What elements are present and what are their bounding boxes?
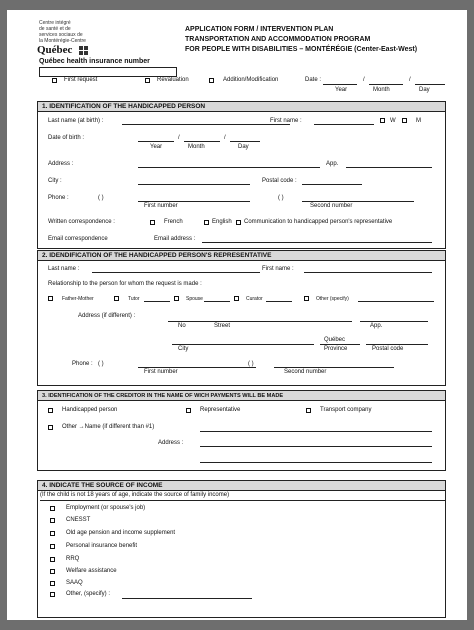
section-2-header: 2. IDENDIFICATION OF THE HANDICAPPED PERSON'S REPRESENTATIVE [38, 251, 445, 261]
s2-street-caption: Street [214, 323, 231, 329]
s1-phone-1-area: ( ) [98, 195, 104, 201]
section-3-header: 3. IDENTIFICATION OF THE CREDITOR IN THE NAME OF WICH PAYMENTS WILL BE MADE [38, 391, 445, 401]
s1-dob-day[interactable] [230, 141, 260, 142]
section-1-header: 1. IDENTIFICATION OF THE HANDICAPPED PERSON [38, 102, 445, 112]
s1-dob-year-caption: Year [150, 144, 163, 150]
revaluation-label: Revaluation [157, 77, 189, 83]
s1-phone-1-input[interactable] [138, 201, 250, 202]
s2-postal-caption: Postal code [372, 346, 404, 352]
s2-phone-2-area: ( ) [248, 361, 254, 367]
s4-item-label-2: Old age pension and income supplement [66, 530, 176, 536]
s1-second-number-caption: Second number [310, 203, 353, 209]
s2-province-caption: Province [324, 346, 348, 352]
s1-last-name-input[interactable] [122, 124, 290, 125]
s2-province-input[interactable] [320, 344, 360, 345]
s2-postal-input[interactable] [366, 344, 428, 345]
s4-item-label-7: Other, (specify) : [66, 591, 111, 597]
fleur-de-lis-icon [79, 46, 89, 55]
logo-line-3: services sociaux de [39, 32, 83, 38]
s3-representative-label: Representative [200, 407, 241, 413]
s2-tutor-checkbox[interactable] [114, 296, 119, 301]
section-2 [37, 250, 446, 386]
request-year-field[interactable] [323, 84, 357, 85]
form-title-2: TRANSPORTATION AND ACCOMMODATION PROGRAM [185, 36, 371, 43]
s2-phone-1-area: ( ) [98, 361, 104, 367]
s1-phone-2-input[interactable] [302, 201, 414, 202]
addition-checkbox[interactable] [209, 78, 214, 83]
s1-email-corr-label: Email correspondence [48, 236, 108, 242]
s1-dob-month-caption: Month [188, 144, 205, 150]
s2-address-label: Address (if different) : [78, 313, 136, 319]
s1-postal-label: Postal code : [262, 178, 297, 184]
s2-spouse-checkbox[interactable] [174, 296, 179, 301]
s3-other-label: Other →Name (if different than #1) [62, 424, 155, 430]
s2-last-name-input[interactable] [92, 272, 260, 273]
form-page [7, 10, 467, 620]
s3-other-name-input[interactable] [200, 431, 432, 432]
s2-other-label: Other (specify) [316, 296, 349, 302]
s2-city-input[interactable] [172, 344, 314, 345]
s1-postal-input[interactable] [302, 184, 362, 185]
s1-dob-slash-2: / [224, 135, 226, 141]
s2-relationship-label: Relationship to the person for whom the request is made : [48, 281, 202, 287]
s2-last-name-label: Last name : [48, 266, 80, 272]
s2-address-street-input[interactable] [172, 321, 352, 322]
s4-item-label-0: Employment (or spouse's job) [66, 505, 146, 511]
s1-w-label: W [390, 118, 396, 124]
s4-item-checkbox-2[interactable] [50, 531, 55, 536]
s2-first-name-label: First name : [262, 266, 294, 272]
s1-first-number-caption: First number [144, 203, 178, 209]
s1-dob-label: Date of birth : [48, 135, 85, 141]
s3-transport-label: Transport company [320, 407, 372, 413]
s1-m-label: M [416, 118, 421, 124]
s2-app-caption: App. [370, 323, 383, 329]
s4-note: (If the child is not 18 years of age, indicate the source of family income) [40, 492, 445, 501]
s1-app-input[interactable] [346, 167, 432, 168]
s4-item-checkbox-4[interactable] [50, 557, 55, 562]
s1-written-label: Written correspondence : [48, 219, 115, 225]
s1-dob-slash-1: / [178, 135, 180, 141]
s2-curator-line [266, 301, 292, 302]
first-request-checkbox[interactable] [52, 78, 57, 83]
s1-phone-2-area: ( ) [278, 195, 284, 201]
s1-last-name-label: Last name (at birth) : [48, 118, 104, 124]
s1-address-input[interactable] [138, 167, 320, 168]
form-title-1: APPLICATION FORM / INTERVENTION PLAN [185, 26, 334, 33]
s2-no-caption: No [178, 323, 186, 329]
s1-address-label: Address : [48, 161, 74, 167]
s2-father-mother-label: Father-Mother [62, 296, 94, 302]
s1-english-checkbox[interactable] [204, 220, 209, 225]
logo-line-2: de santé et de [39, 26, 71, 32]
logo-line-1: Centre intégré [39, 20, 71, 26]
s1-city-label: City : [48, 178, 62, 184]
section-1 [37, 101, 446, 249]
s2-spouse-label: Spouse [186, 296, 203, 302]
logo-line-4: la Montérégie-Centre [39, 38, 86, 44]
s3-handicapped-label: Handicapped person [62, 407, 118, 413]
s1-french-checkbox[interactable] [150, 220, 155, 225]
s1-communication-checkbox[interactable] [236, 220, 241, 225]
revaluation-checkbox[interactable] [145, 78, 150, 83]
day-caption: Day [419, 87, 430, 93]
addition-label: Addition/Modification [223, 77, 279, 83]
s3-transport-checkbox[interactable] [306, 408, 311, 413]
s4-item-checkbox-1[interactable] [50, 518, 55, 523]
s1-m-checkbox[interactable] [402, 118, 407, 123]
s4-item-label-6: SAAQ [66, 580, 83, 586]
s2-address-app-input[interactable] [360, 321, 428, 322]
date-label: Date : [305, 77, 322, 83]
s2-father-mother-checkbox[interactable] [48, 296, 53, 301]
s1-phone-label: Phone : [48, 195, 69, 201]
s1-dob-month[interactable] [184, 141, 220, 142]
s2-tutor-label: Tutor [128, 296, 140, 302]
health-insurance-input[interactable] [39, 67, 177, 77]
s2-phone-2-input[interactable] [274, 367, 394, 368]
s2-phone-1-input[interactable] [138, 367, 256, 368]
s1-city-input[interactable] [138, 184, 250, 185]
s2-first-number-caption: First number [144, 369, 178, 375]
s1-email-addr-label: Email address : [154, 236, 196, 242]
s4-item-label-1: CNESST [66, 517, 91, 523]
s2-spouse-line [204, 301, 230, 302]
s2-curator-label: Curator [246, 296, 263, 302]
s2-other-input[interactable] [358, 301, 434, 302]
section-3 [37, 390, 446, 471]
health-insurance-label: Québec health insurance number [39, 58, 150, 65]
request-day-field[interactable] [415, 84, 445, 85]
s4-item-checkbox-7[interactable] [50, 592, 55, 597]
s1-english-label: English [212, 219, 232, 225]
s1-email-input[interactable] [202, 242, 432, 243]
form-title-3: FOR PEOPLE WITH DISABILITIES – MONTÉRÉGIE (Center-East-West) [185, 46, 418, 53]
s2-phone-label: Phone : [72, 361, 93, 367]
s1-communication-label: Communication to handicapped person's representative [244, 219, 393, 225]
s4-item-checkbox-0[interactable] [50, 506, 55, 511]
s2-first-name-input[interactable] [304, 272, 432, 273]
section-4-header: 4. INDICATE THE SOURCE OF INCOME [38, 481, 445, 491]
section-4 [37, 480, 446, 618]
s1-first-name-label: First name : [270, 118, 302, 124]
s2-curator-checkbox[interactable] [234, 296, 239, 301]
s1-first-name-input[interactable] [314, 124, 374, 125]
s4-other-input[interactable] [122, 598, 252, 599]
s4-item-checkbox-3[interactable] [50, 544, 55, 549]
s1-app-label: App. [326, 161, 339, 167]
s4-item-label-5: Welfare assistance [66, 568, 117, 574]
year-caption: Year [335, 87, 348, 93]
quebec-logo: Québec [37, 44, 73, 56]
month-caption: Month [373, 87, 390, 93]
first-request-label: First request [64, 77, 98, 83]
date-slash-1: / [363, 77, 365, 83]
s3-address-label: Address : [158, 440, 184, 446]
s1-dob-year[interactable] [138, 141, 174, 142]
s3-handicapped-checkbox[interactable] [48, 408, 53, 413]
s1-french-label: French [164, 219, 183, 225]
s2-quebec-value: Québec [324, 337, 346, 343]
s1-w-checkbox[interactable] [380, 118, 385, 123]
s4-item-checkbox-5[interactable] [50, 569, 55, 574]
date-slash-2: / [409, 77, 411, 83]
s4-item-label-4: RRQ [66, 556, 80, 562]
s1-dob-day-caption: Day [238, 144, 249, 150]
request-month-field[interactable] [369, 84, 403, 85]
s3-address-input-1[interactable] [200, 446, 432, 447]
s3-address-input-2[interactable] [200, 462, 432, 463]
s4-item-checkbox-6[interactable] [50, 581, 55, 586]
s2-other-checkbox[interactable] [304, 296, 309, 301]
s2-tutor-line [144, 301, 170, 302]
s3-other-checkbox[interactable] [48, 425, 53, 430]
s3-representative-checkbox[interactable] [186, 408, 191, 413]
logo-org-name [39, 20, 86, 44]
s2-second-number-caption: Second number [284, 369, 327, 375]
s2-city-caption: City [178, 346, 189, 352]
s4-item-label-3: Personal insurance benefit [66, 543, 138, 549]
